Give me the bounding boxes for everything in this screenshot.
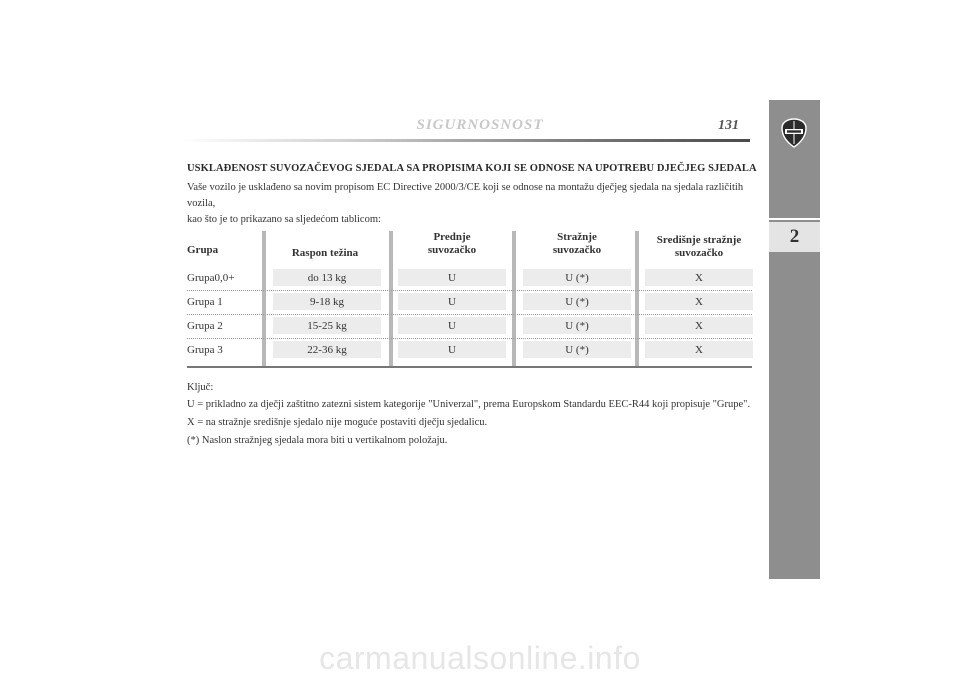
cell-front: U <box>398 293 506 310</box>
row-divider <box>187 338 752 339</box>
intro-line: kao što je to prikazano sa sljedećom tablicom: <box>187 214 381 225</box>
cell-rear: U (*) <box>523 317 631 334</box>
cell-weight: 15-25 kg <box>273 317 381 334</box>
column-separator <box>262 231 266 366</box>
cell-middle: X <box>645 269 753 286</box>
row-group: Grupa0,0+ <box>187 272 235 284</box>
cell-rear: U (*) <box>523 293 631 310</box>
column-separator <box>635 231 639 366</box>
key-label: Ključ: <box>187 382 214 393</box>
cell-front: U <box>398 269 506 286</box>
chapter-sidebar <box>769 100 820 579</box>
cell-middle: X <box>645 317 753 334</box>
cell-weight: 22-36 kg <box>273 341 381 358</box>
cell-middle: X <box>645 293 753 310</box>
cell-front: U <box>398 317 506 334</box>
chapter-number-tab[interactable]: 2 <box>769 222 820 252</box>
header-middle <box>645 234 753 260</box>
section-heading: USKLAĐENOST SUVOZAČEVOG SJEDALA SA PROPISIMA KOJI SE ODNOSE NA UPOTREBU DJEČJEG SJEDALA <box>187 163 757 174</box>
row-divider <box>187 290 752 291</box>
sidebar-logo-area <box>769 100 820 220</box>
header-front-line: Prednje <box>433 231 471 243</box>
cell-front: U <box>398 341 506 358</box>
lancia-shield-icon <box>780 118 808 148</box>
header-rule <box>180 139 750 142</box>
cell-weight: do 13 kg <box>273 269 381 286</box>
header-front <box>398 231 506 257</box>
cell-middle: X <box>645 341 753 358</box>
page-number: 131 <box>718 118 739 133</box>
row-group: Grupa 2 <box>187 320 223 332</box>
row-group: Grupa 3 <box>187 344 223 356</box>
header-group: Grupa <box>187 244 219 256</box>
cell-weight: 9-18 kg <box>273 293 381 310</box>
intro-line: Vaše vozilo je usklađeno sa novim propisom EC Directive 2000/3/CE koji se odnose na montažu dječjeg sjedala na sjedala različitih vozila, <box>187 182 744 209</box>
header-front-line: suvozačko <box>427 244 477 256</box>
cell-rear: U (*) <box>523 269 631 286</box>
chapter-title: SIGURNOSNOST <box>416 117 544 133</box>
header-weight: Raspon težina <box>291 247 359 259</box>
header-rear-line: Stražnje <box>557 231 597 243</box>
header-middle-line: suvozačko <box>674 247 724 259</box>
column-separator <box>389 231 393 366</box>
note-x-definition: X = na stražnje središnje sjedalo nije moguće postaviti dječju sjedalicu. <box>187 417 488 428</box>
header-rear <box>523 231 631 257</box>
intro-paragraph <box>187 180 752 228</box>
row-divider <box>187 314 752 315</box>
table-bottom-rule <box>187 366 752 368</box>
note-asterisk-definition: (*) Naslon stražnjeg sjedala mora biti u vertikalnom položaju. <box>187 435 448 446</box>
header-middle-line: Središnje stražnje <box>656 234 742 246</box>
row-group: Grupa 1 <box>187 296 223 308</box>
header-rear-line: suvozačko <box>552 244 602 256</box>
cell-rear: U (*) <box>523 341 631 358</box>
note-u-definition: U = prikladno za dječji zaštitno zatezni sistem kategorije "Univerzal", prema Europskom Standardu EEC-R44 koji propisuje "Grupe". <box>187 399 751 410</box>
watermark: carmanualsonline.info <box>319 640 641 676</box>
column-separator <box>512 231 516 366</box>
